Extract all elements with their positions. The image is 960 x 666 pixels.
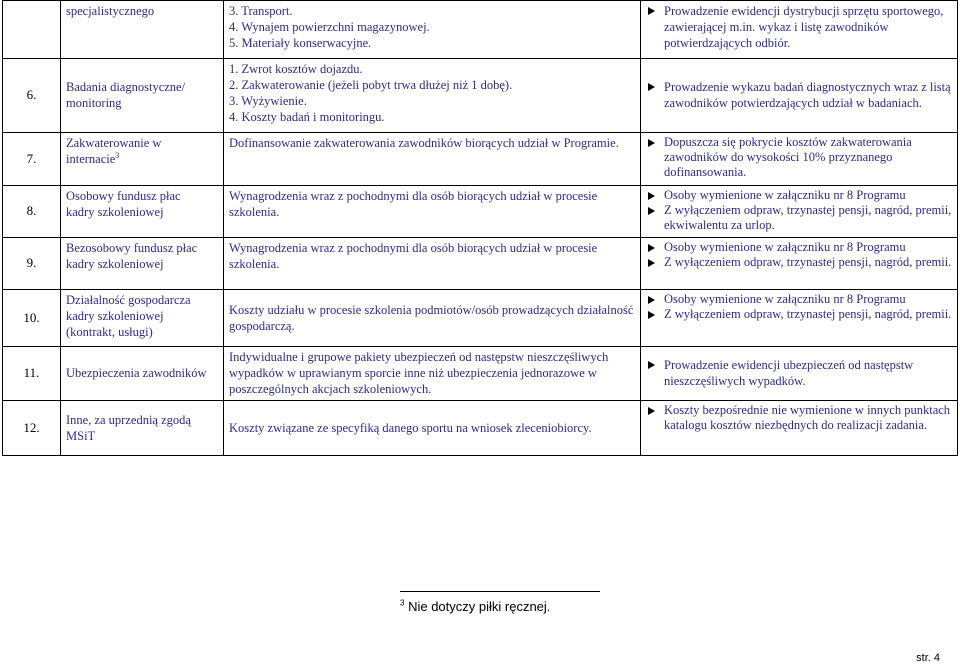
- cost-description: [224, 290, 641, 347]
- cost-notes: [641, 401, 958, 456]
- cost-category-line: kadry szkoleniowej: [66, 257, 164, 271]
- table-row: [3, 1, 958, 59]
- table-row: [3, 290, 958, 347]
- note-text: Z wyłączeniem odpraw, trzynastej pensji, nagród, premii, ekwiwalentu za urlop.: [664, 203, 952, 232]
- note-item: [646, 307, 952, 322]
- description-line: Wynagrodzenia wraz z pochodnymi dla osób biorących udział w procesie szkolenia.: [229, 189, 598, 219]
- description-line: Wynagrodzenia wraz z pochodnymi dla osób biorących udział w procesie szkolenia.: [229, 241, 598, 271]
- cost-category-line: Bezosobowy fundusz płac: [66, 241, 198, 255]
- table-row: [3, 401, 958, 456]
- cost-category: [61, 347, 224, 401]
- description-line: Dofinansowanie zakwaterowania zawodników biorących udział w Programie.: [229, 136, 619, 150]
- cost-category-line: Zakwaterowanie w: [66, 136, 162, 150]
- row-number: 11.: [3, 347, 61, 401]
- footnote: [400, 599, 550, 615]
- cost-notes: [641, 347, 958, 401]
- cost-category: [61, 133, 224, 186]
- cost-notes: [641, 1, 958, 59]
- cost-category: [61, 186, 224, 238]
- description-line: 3. Wyżywienie.: [229, 94, 307, 108]
- note-text: Osoby wymienione w załączniku nr 8 Programu: [664, 188, 906, 202]
- row-number: 6.: [3, 59, 61, 133]
- table-row: [3, 59, 958, 133]
- note-item: [646, 292, 952, 307]
- note-item: [646, 357, 952, 389]
- row-number: 12.: [3, 401, 61, 456]
- cost-description: [224, 401, 641, 456]
- bullet-arrow-icon: [648, 259, 655, 267]
- bullet-arrow-icon: [648, 296, 655, 304]
- row-number: [3, 1, 61, 59]
- cost-category-line: (kontrakt, usługi): [66, 325, 153, 339]
- cost-description: [224, 133, 641, 186]
- description-line: 4. Koszty badań i monitoringu.: [229, 110, 385, 124]
- bullet-arrow-icon: [648, 311, 655, 319]
- cost-catalog-table: [2, 0, 958, 456]
- cost-category-line: Działalność gospodarcza: [66, 293, 191, 307]
- cost-category: [61, 401, 224, 456]
- cost-category-line: kadry szkoleniowej: [66, 205, 164, 219]
- cost-category-line: Ubezpieczenia zawodników: [66, 366, 207, 380]
- cost-category-line: specjalistycznego: [66, 4, 155, 18]
- cost-notes: [641, 133, 958, 186]
- table-row: [3, 347, 958, 401]
- cost-category-line: Osobowy fundusz płac: [66, 189, 181, 203]
- cost-category: [61, 290, 224, 347]
- page-number: str. 4: [916, 652, 940, 664]
- description-line: 2. Zakwaterowanie (jeżeli pobyt trwa dłużej niż 1 dobę).: [229, 78, 513, 92]
- note-item: [646, 135, 952, 180]
- note-text: Prowadzenie ewidencji ubezpieczeń od następstw nieszczęśliwych wypadków.: [664, 358, 914, 388]
- note-text: Prowadzenie ewidencji dystrybucji sprzętu sportowego, zawierającej m.in. wykaz i listę zawodników potwierdzających odbiór.: [664, 4, 944, 50]
- note-item: [646, 403, 952, 433]
- note-item: [646, 240, 952, 255]
- description-line: Indywidualne i grupowe pakiety ubezpieczeń od następstw nieszczęśliwych wypadków w uprawianym sporcie inne niż ubezpieczenia jednorazowe w poszczególnych akcjach szkoleniowych.: [229, 350, 609, 396]
- cost-category-line: [66, 151, 218, 167]
- cost-notes: [641, 186, 958, 238]
- description-line: 4. Wynajem powierzchni magazynowej.: [229, 20, 430, 34]
- note-item: [646, 188, 952, 203]
- cost-category-line: monitoring: [66, 96, 122, 110]
- cost-category-line: Badania diagnostyczne/: [66, 80, 186, 94]
- footnote-ref: 3: [115, 150, 120, 160]
- cost-description: [224, 347, 641, 401]
- footnote-separator: [400, 591, 600, 592]
- table-row: [3, 238, 958, 290]
- cost-description: [224, 1, 641, 59]
- row-number: 8.: [3, 186, 61, 238]
- note-text: Z wyłączeniem odpraw, trzynastej pensji, nagród, premii.: [664, 307, 952, 321]
- bullet-arrow-icon: [648, 192, 655, 200]
- bullet-arrow-icon: [648, 361, 655, 369]
- footnote-text: Nie dotyczy piłki ręcznej.: [408, 599, 551, 614]
- row-number: 7.: [3, 133, 61, 186]
- description-line: Koszty udziału w procesie szkolenia podmiotów/osób prowadzących działalność gospodarczą.: [229, 302, 634, 333]
- row-number: 10.: [3, 290, 61, 347]
- cost-category: [61, 59, 224, 133]
- cost-notes: [641, 290, 958, 347]
- note-text: Osoby wymienione w załączniku nr 8 Programu: [664, 292, 906, 306]
- bullet-arrow-icon: [648, 207, 655, 215]
- table-row: [3, 133, 958, 186]
- note-item: [646, 255, 952, 270]
- footnote-mark: 3: [400, 598, 405, 608]
- note-text: Osoby wymienione w załączniku nr 8 Programu: [664, 240, 906, 254]
- bullet-arrow-icon: [648, 83, 655, 91]
- note-text: Koszty bezpośrednie nie wymienione w innych punktach katalogu kosztów niezbędnych do realizacji zadania.: [664, 403, 951, 432]
- cost-description: [224, 186, 641, 238]
- bullet-arrow-icon: [648, 407, 655, 415]
- bullet-arrow-icon: [648, 7, 655, 15]
- row-number: 9.: [3, 238, 61, 290]
- cost-description: [224, 238, 641, 290]
- note-text: Z wyłączeniem odpraw, trzynastej pensji, nagród, premii.: [664, 255, 952, 269]
- cost-category-line: Inne, za uprzednią zgodą: [66, 412, 191, 427]
- description-line: 3. Transport.: [229, 4, 293, 18]
- description-line: 5. Materiały konserwacyjne.: [229, 36, 372, 50]
- cost-category-line: MSiT: [66, 428, 96, 443]
- cost-category-line: kadry szkoleniowej: [66, 309, 164, 323]
- cost-category-text: internacie: [66, 152, 116, 166]
- note-text: Prowadzenie wykazu badań diagnostycznych wraz z listą zawodników potwierdzających udział w badaniach.: [664, 80, 951, 110]
- cost-category: [61, 238, 224, 290]
- note-item: [646, 3, 952, 51]
- cost-notes: [641, 238, 958, 290]
- cost-notes: [641, 59, 958, 133]
- table-row: [3, 186, 958, 238]
- note-text: Dopuszcza się pokrycie kosztów zakwaterowania zawodników do wysokości 10% przyznanego dofinansowania.: [664, 135, 912, 179]
- note-item: [646, 203, 952, 233]
- bullet-arrow-icon: [648, 244, 655, 252]
- bullet-arrow-icon: [648, 139, 655, 147]
- cost-description: [224, 59, 641, 133]
- note-item: [646, 79, 952, 111]
- cost-category: [61, 1, 224, 59]
- description-line: 1. Zwrot kosztów dojazdu.: [229, 62, 363, 76]
- description-line: Koszty związane ze specyfiką danego sportu na wniosek zleceniobiorcy.: [229, 420, 592, 435]
